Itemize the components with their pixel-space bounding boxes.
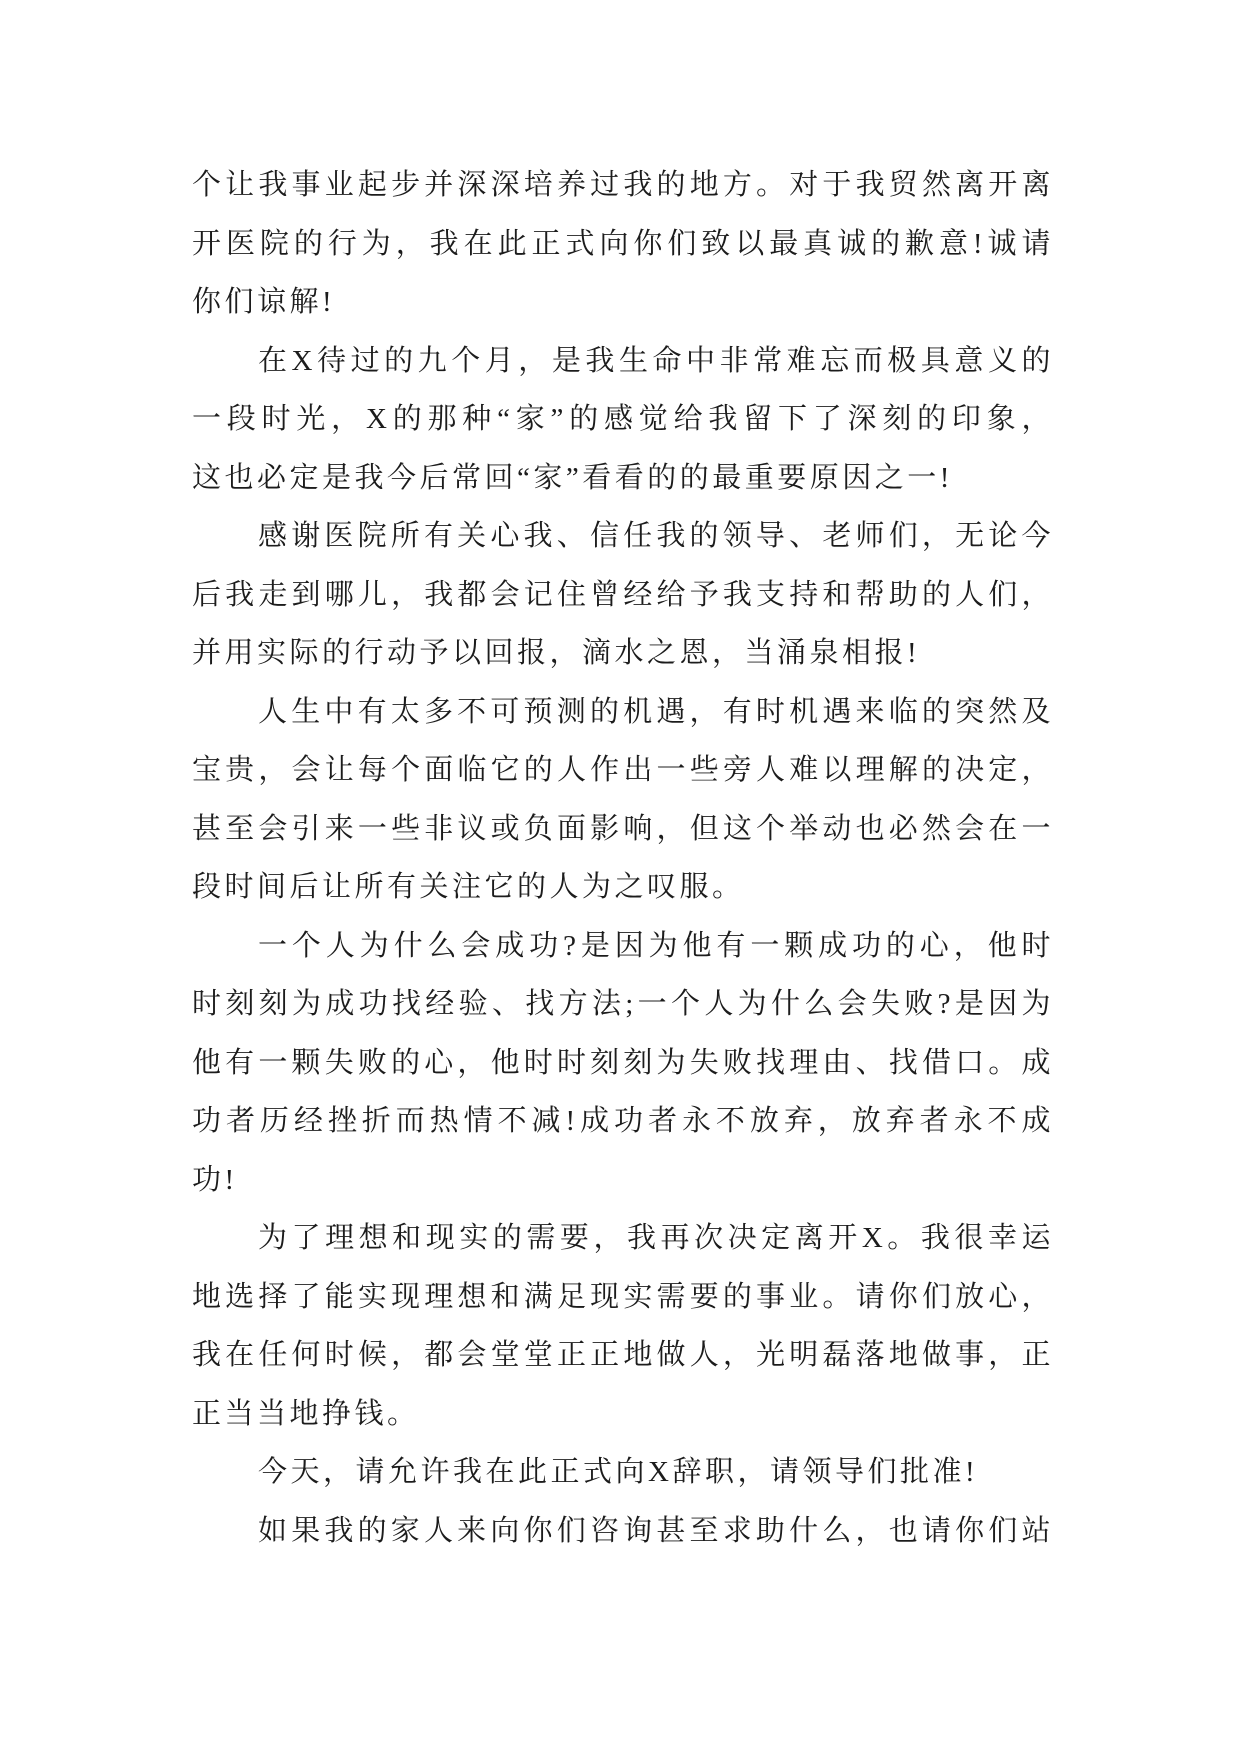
text-line: 甚至会引来一些非议或负面影响，但这个举动也必然会在一 — [192, 812, 1054, 845]
text-line: 并用实际的行动予以回报，滴水之恩，当涌泉相报! — [192, 637, 921, 669]
text-line: 这也必定是我今后常回“家”看看的的最重要原因之一! — [192, 461, 953, 494]
text-line: 宝贵，会让每个面临它的人作出一些旁人难以理解的决定， — [192, 754, 1054, 786]
text-line: 地选择了能实现理想和满足现实需要的事业。请你们放心， — [192, 1280, 1054, 1313]
paragraph — [192, 156, 1054, 332]
text-line: 他有一颗失败的心，他时时刻刻为失败找理由、找借口。成 — [192, 1046, 1054, 1079]
text-line: 一段时光，X的那种“家”的感觉给我留下了深刻的印象， — [192, 403, 1054, 435]
text-line: 为了理想和现实的需要，我再次决定离开X。我很幸运 — [258, 1222, 1054, 1254]
paragraph — [192, 1443, 1054, 1502]
text-line: 今天，请允许我在此正式向X辞职，请领导们批准! — [258, 1456, 979, 1488]
paragraph — [192, 1502, 1054, 1561]
text-line: 段时间后让所有关注它的人为之叹服。 — [192, 871, 745, 903]
paragraph — [192, 683, 1054, 917]
text-line: 在X待过的九个月，是我生命中非常难忘而极具意义的 — [258, 344, 1054, 377]
text-line: 时刻刻为成功找经验、找方法;一个人为什么会失败?是因为 — [192, 988, 1054, 1020]
text-line: 感谢医院所有关心我、信任我的领导、老师们，无论今 — [258, 520, 1054, 552]
text-line: 功! — [192, 1163, 238, 1196]
text-line: 后我走到哪儿，我都会记住曾经给予我支持和帮助的人们， — [192, 578, 1054, 611]
paragraph — [192, 507, 1054, 683]
paragraph — [192, 917, 1054, 1210]
text-line: 你们谅解! — [192, 286, 336, 318]
document-body — [192, 156, 1054, 1560]
text-line: 人生中有太多不可预测的机遇，有时机遇来临的突然及 — [258, 695, 1054, 728]
text-line: 功者历经挫折而热情不减!成功者永不放弃，放弃者永不成 — [192, 1105, 1054, 1137]
text-line: 一个人为什么会成功?是因为他有一颗成功的心，他时 — [258, 929, 1054, 962]
text-line: 开医院的行为，我在此正式向你们致以最真诚的歉意!诚请 — [192, 227, 1054, 260]
paragraph — [192, 332, 1054, 508]
text-line: 我在任何时候，都会堂堂正正地做人，光明磊落地做事，正 — [192, 1339, 1054, 1371]
text-line: 个让我事业起步并深深培养过我的地方。对于我贸然离开离 — [192, 169, 1054, 201]
text-line: 如果我的家人来向你们咨询甚至求助什么，也请你们站 — [258, 1514, 1054, 1547]
paragraph — [192, 1209, 1054, 1443]
text-line: 正当当地挣钱。 — [192, 1397, 420, 1430]
